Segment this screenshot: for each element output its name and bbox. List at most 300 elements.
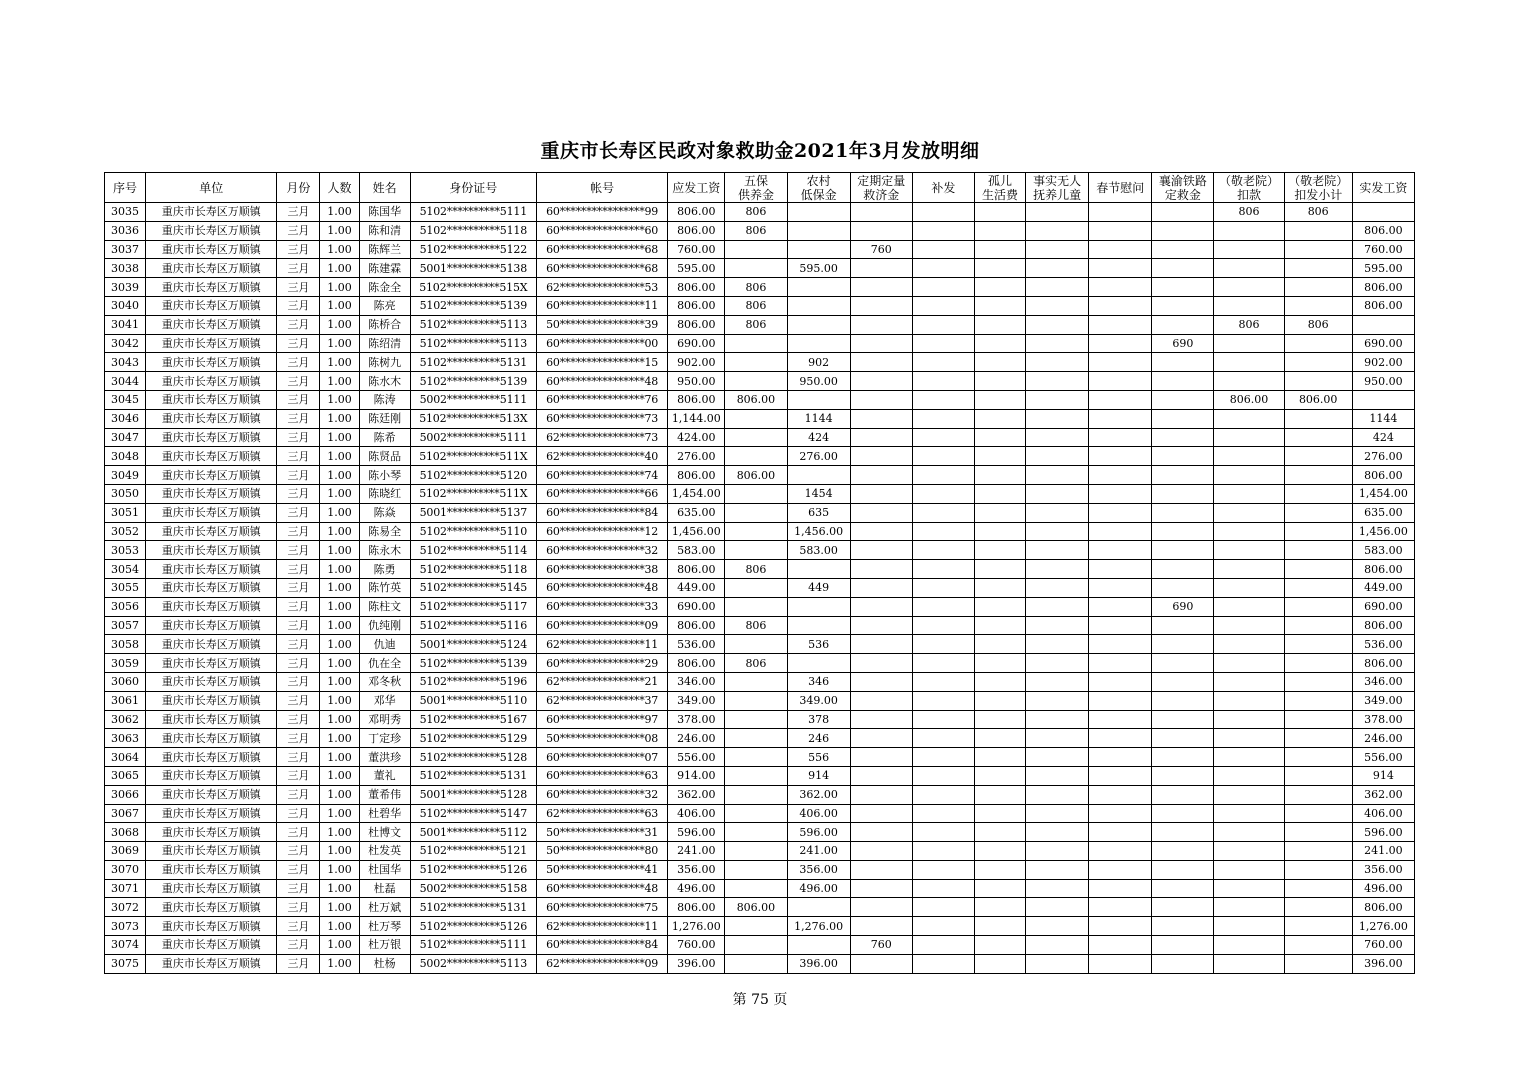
cell-actual-pay: 806.00 <box>1352 466 1414 485</box>
cell-dingqi <box>850 672 912 691</box>
cell-id-number: 5102**********5113 <box>410 334 536 353</box>
cell-chunjie <box>1089 522 1152 541</box>
cell-actual-pay: 356.00 <box>1352 860 1414 879</box>
cell-count: 1.00 <box>320 766 359 785</box>
cell-name: 陈贤品 <box>359 447 410 466</box>
cell-jlyxj <box>1284 466 1352 485</box>
cell-actual-pay: 424 <box>1352 428 1414 447</box>
cell-id-number: 5001**********5128 <box>410 785 536 804</box>
cell-id-number: 5102**********5131 <box>410 353 536 372</box>
cell-account: 60****************29 <box>536 654 667 673</box>
cell-name: 杜杨 <box>359 954 410 973</box>
cell-month: 三月 <box>277 842 320 861</box>
cell-account: 62****************11 <box>536 917 667 936</box>
cell-jlyxj <box>1284 936 1352 955</box>
cell-xiangyu <box>1152 484 1214 503</box>
cell-count: 1.00 <box>320 259 359 278</box>
cell-jlyxj <box>1284 597 1352 616</box>
cell-month: 三月 <box>277 654 320 673</box>
cell-guer <box>974 353 1025 372</box>
cell-dibao <box>787 936 850 955</box>
cell-dibao <box>787 278 850 297</box>
cell-wubao <box>725 597 787 616</box>
cell-jlykk <box>1214 860 1284 879</box>
cell-chunjie <box>1089 578 1152 597</box>
cell-id-number: 5102**********5131 <box>410 766 536 785</box>
cell-actual-pay: 902.00 <box>1352 353 1414 372</box>
cell-jlykk <box>1214 353 1284 372</box>
cell-actual-pay: 806.00 <box>1352 296 1414 315</box>
cell-name: 邓明秀 <box>359 710 410 729</box>
cell-dingqi <box>850 296 912 315</box>
cell-serial: 3052 <box>105 522 146 541</box>
page-number: 第 75 页 <box>732 992 788 1008</box>
cell-jlyxj <box>1284 823 1352 842</box>
column-header: 春节慰问 <box>1089 173 1152 203</box>
cell-shishi <box>1026 635 1089 654</box>
cell-jlykk: 806 <box>1214 315 1284 334</box>
cell-month: 三月 <box>277 541 320 560</box>
cell-wubao <box>725 917 787 936</box>
cell-payable: 902.00 <box>668 353 725 372</box>
cell-payable: 760.00 <box>668 936 725 955</box>
cell-dingqi <box>850 278 912 297</box>
cell-dingqi <box>850 522 912 541</box>
cell-id-number: 5102**********5118 <box>410 560 536 579</box>
cell-xiangyu <box>1152 936 1214 955</box>
cell-dingqi <box>850 578 912 597</box>
cell-xiangyu <box>1152 409 1214 428</box>
cell-shishi <box>1026 334 1089 353</box>
table-row <box>105 654 1415 673</box>
cell-shishi <box>1026 729 1089 748</box>
cell-dingqi <box>850 691 912 710</box>
cell-id-number: 5102**********5111 <box>410 203 536 222</box>
cell-jlykk <box>1214 804 1284 823</box>
column-header: 农村 低保金 <box>787 173 850 203</box>
cell-bufa <box>912 578 974 597</box>
cell-payable: 449.00 <box>668 578 725 597</box>
cell-guer <box>974 203 1025 222</box>
cell-unit: 重庆市长寿区万顺镇 <box>146 954 277 973</box>
cell-dibao: 276.00 <box>787 447 850 466</box>
cell-shishi <box>1026 409 1089 428</box>
cell-unit: 重庆市长寿区万顺镇 <box>146 334 277 353</box>
cell-guer <box>974 315 1025 334</box>
cell-wubao: 806.00 <box>725 466 787 485</box>
cell-count: 1.00 <box>320 390 359 409</box>
cell-jlyxj <box>1284 691 1352 710</box>
cell-xiangyu <box>1152 879 1214 898</box>
cell-chunjie <box>1089 898 1152 917</box>
cell-bufa <box>912 447 974 466</box>
cell-dibao: 362.00 <box>787 785 850 804</box>
cell-shishi <box>1026 691 1089 710</box>
cell-xiangyu <box>1152 503 1214 522</box>
cell-chunjie <box>1089 917 1152 936</box>
cell-wubao: 806 <box>725 296 787 315</box>
cell-wubao <box>725 785 787 804</box>
cell-xiangyu <box>1152 635 1214 654</box>
cell-month: 三月 <box>277 447 320 466</box>
table-row <box>105 409 1415 428</box>
cell-wubao <box>725 954 787 973</box>
table-row <box>105 710 1415 729</box>
cell-xiangyu <box>1152 296 1214 315</box>
cell-unit: 重庆市长寿区万顺镇 <box>146 240 277 259</box>
cell-month: 三月 <box>277 597 320 616</box>
cell-guer <box>974 842 1025 861</box>
cell-id-number: 5102**********5121 <box>410 842 536 861</box>
cell-chunjie <box>1089 748 1152 767</box>
cell-bufa <box>912 541 974 560</box>
cell-jlyxj <box>1284 484 1352 503</box>
cell-guer <box>974 823 1025 842</box>
cell-dingqi <box>850 823 912 842</box>
cell-bufa <box>912 484 974 503</box>
cell-dingqi: 760 <box>850 240 912 259</box>
cell-guer <box>974 447 1025 466</box>
cell-bufa <box>912 691 974 710</box>
cell-chunjie <box>1089 353 1152 372</box>
cell-dibao: 241.00 <box>787 842 850 861</box>
cell-account: 60****************48 <box>536 578 667 597</box>
cell-name: 陈焱 <box>359 503 410 522</box>
cell-shishi <box>1026 597 1089 616</box>
cell-name: 丁定珍 <box>359 729 410 748</box>
cell-wubao: 806 <box>725 278 787 297</box>
cell-month: 三月 <box>277 748 320 767</box>
cell-dibao <box>787 560 850 579</box>
cell-chunjie <box>1089 804 1152 823</box>
cell-actual-pay <box>1352 390 1414 409</box>
cell-jlyxj <box>1284 259 1352 278</box>
cell-payable: 362.00 <box>668 785 725 804</box>
cell-payable: 1,456.00 <box>668 522 725 541</box>
cell-jlyxj <box>1284 240 1352 259</box>
cell-dibao: 406.00 <box>787 804 850 823</box>
cell-account: 60****************48 <box>536 372 667 391</box>
cell-payable: 806.00 <box>668 390 725 409</box>
cell-month: 三月 <box>277 917 320 936</box>
cell-chunjie <box>1089 616 1152 635</box>
cell-payable: 690.00 <box>668 597 725 616</box>
cell-unit: 重庆市长寿区万顺镇 <box>146 804 277 823</box>
cell-count: 1.00 <box>320 372 359 391</box>
cell-count: 1.00 <box>320 654 359 673</box>
cell-id-number: 5102**********511X <box>410 447 536 466</box>
cell-payable: 346.00 <box>668 672 725 691</box>
cell-account: 60****************84 <box>536 936 667 955</box>
cell-payable: 378.00 <box>668 710 725 729</box>
cell-bufa <box>912 860 974 879</box>
cell-dibao: 635 <box>787 503 850 522</box>
cell-jlykk: 806 <box>1214 203 1284 222</box>
cell-jlyxj <box>1284 842 1352 861</box>
cell-name: 杜国华 <box>359 860 410 879</box>
cell-dibao: 583.00 <box>787 541 850 560</box>
cell-dibao <box>787 296 850 315</box>
cell-guer <box>974 729 1025 748</box>
cell-month: 三月 <box>277 823 320 842</box>
table-row <box>105 315 1415 334</box>
cell-jlyxj <box>1284 710 1352 729</box>
cell-count: 1.00 <box>320 428 359 447</box>
cell-account: 62****************73 <box>536 428 667 447</box>
table-row <box>105 597 1415 616</box>
cell-name: 陈金全 <box>359 278 410 297</box>
cell-month: 三月 <box>277 578 320 597</box>
cell-guer <box>974 748 1025 767</box>
cell-account: 60****************66 <box>536 484 667 503</box>
cell-count: 1.00 <box>320 710 359 729</box>
cell-name: 陈亮 <box>359 296 410 315</box>
cell-wubao: 806 <box>725 221 787 240</box>
cell-dingqi <box>850 428 912 447</box>
cell-actual-pay <box>1352 203 1414 222</box>
cell-shishi <box>1026 541 1089 560</box>
cell-bufa <box>912 428 974 447</box>
cell-jlykk <box>1214 503 1284 522</box>
cell-month: 三月 <box>277 522 320 541</box>
cell-actual-pay: 349.00 <box>1352 691 1414 710</box>
cell-account: 60****************48 <box>536 879 667 898</box>
cell-dingqi <box>850 860 912 879</box>
cell-dibao: 346 <box>787 672 850 691</box>
cell-chunjie <box>1089 860 1152 879</box>
cell-unit: 重庆市长寿区万顺镇 <box>146 729 277 748</box>
cell-payable: 806.00 <box>668 654 725 673</box>
cell-dibao <box>787 654 850 673</box>
cell-unit: 重庆市长寿区万顺镇 <box>146 221 277 240</box>
cell-actual-pay: 806.00 <box>1352 654 1414 673</box>
cell-dingqi <box>850 954 912 973</box>
cell-jlyxj <box>1284 748 1352 767</box>
cell-payable: 806.00 <box>668 616 725 635</box>
cell-bufa <box>912 879 974 898</box>
cell-unit: 重庆市长寿区万顺镇 <box>146 372 277 391</box>
cell-id-number: 5102**********5139 <box>410 654 536 673</box>
cell-unit: 重庆市长寿区万顺镇 <box>146 315 277 334</box>
cell-account: 62****************63 <box>536 804 667 823</box>
cell-guer <box>974 240 1025 259</box>
cell-bufa <box>912 766 974 785</box>
cell-wubao <box>725 428 787 447</box>
cell-jlyxj <box>1284 278 1352 297</box>
cell-name: 陈希 <box>359 428 410 447</box>
cell-dibao: 914 <box>787 766 850 785</box>
cell-unit: 重庆市长寿区万顺镇 <box>146 860 277 879</box>
cell-unit: 重庆市长寿区万顺镇 <box>146 654 277 673</box>
cell-account: 60****************68 <box>536 259 667 278</box>
cell-id-number: 5102**********5126 <box>410 860 536 879</box>
cell-xiangyu: 690 <box>1152 597 1214 616</box>
cell-guer <box>974 616 1025 635</box>
cell-bufa <box>912 635 974 654</box>
cell-wubao <box>725 860 787 879</box>
cell-chunjie <box>1089 842 1152 861</box>
cell-jlykk <box>1214 954 1284 973</box>
cell-actual-pay <box>1352 315 1414 334</box>
cell-bufa <box>912 936 974 955</box>
cell-guer <box>974 860 1025 879</box>
cell-payable: 914.00 <box>668 766 725 785</box>
cell-jlykk <box>1214 278 1284 297</box>
cell-guer <box>974 560 1025 579</box>
cell-count: 1.00 <box>320 353 359 372</box>
cell-payable: 1,276.00 <box>668 917 725 936</box>
cell-chunjie <box>1089 334 1152 353</box>
cell-chunjie <box>1089 259 1152 278</box>
cell-payable: 635.00 <box>668 503 725 522</box>
cell-count: 1.00 <box>320 597 359 616</box>
cell-name: 陈永木 <box>359 541 410 560</box>
column-header: 孤儿 生活费 <box>974 173 1025 203</box>
cell-actual-pay: 806.00 <box>1352 560 1414 579</box>
cell-unit: 重庆市长寿区万顺镇 <box>146 823 277 842</box>
column-header: 应发工资 <box>668 173 725 203</box>
document-title: 重庆市长寿区民政对象救助金2021年3月发放明细 <box>540 140 980 162</box>
table-row <box>105 466 1415 485</box>
cell-shishi <box>1026 503 1089 522</box>
cell-id-number: 5002**********5113 <box>410 954 536 973</box>
cell-xiangyu <box>1152 748 1214 767</box>
cell-payable: 690.00 <box>668 334 725 353</box>
cell-count: 1.00 <box>320 203 359 222</box>
cell-wubao <box>725 879 787 898</box>
cell-jlykk <box>1214 691 1284 710</box>
cell-chunjie <box>1089 597 1152 616</box>
cell-jlyxj <box>1284 447 1352 466</box>
cell-id-number: 5102**********515X <box>410 278 536 297</box>
cell-month: 三月 <box>277 259 320 278</box>
cell-serial: 3064 <box>105 748 146 767</box>
cell-unit: 重庆市长寿区万顺镇 <box>146 917 277 936</box>
cell-jlykk <box>1214 409 1284 428</box>
table-row <box>105 240 1415 259</box>
table-row <box>105 823 1415 842</box>
cell-dingqi <box>850 729 912 748</box>
cell-chunjie <box>1089 203 1152 222</box>
cell-xiangyu <box>1152 259 1214 278</box>
table-row <box>105 691 1415 710</box>
cell-account: 60****************33 <box>536 597 667 616</box>
cell-jlykk <box>1214 654 1284 673</box>
column-header: 单位 <box>146 173 277 203</box>
cell-guer <box>974 372 1025 391</box>
table-row <box>105 221 1415 240</box>
cell-dibao <box>787 240 850 259</box>
cell-id-number: 5102**********5120 <box>410 466 536 485</box>
cell-count: 1.00 <box>320 541 359 560</box>
cell-payable: 583.00 <box>668 541 725 560</box>
cell-dibao: 349.00 <box>787 691 850 710</box>
cell-id-number: 5002**********5111 <box>410 428 536 447</box>
cell-wubao <box>725 672 787 691</box>
cell-wubao <box>725 541 787 560</box>
cell-dibao: 424 <box>787 428 850 447</box>
cell-id-number: 5102**********5139 <box>410 372 536 391</box>
cell-guer <box>974 409 1025 428</box>
cell-chunjie <box>1089 240 1152 259</box>
cell-month: 三月 <box>277 428 320 447</box>
cell-count: 1.00 <box>320 672 359 691</box>
cell-id-number: 5102**********5147 <box>410 804 536 823</box>
cell-name: 陈桥合 <box>359 315 410 334</box>
cell-account: 60****************60 <box>536 221 667 240</box>
cell-account: 60****************68 <box>536 240 667 259</box>
cell-xiangyu <box>1152 428 1214 447</box>
cell-id-number: 5102**********5131 <box>410 898 536 917</box>
cell-wubao <box>725 936 787 955</box>
cell-count: 1.00 <box>320 296 359 315</box>
cell-dibao: 950.00 <box>787 372 850 391</box>
cell-guer <box>974 503 1025 522</box>
cell-wubao <box>725 748 787 767</box>
cell-account: 62****************40 <box>536 447 667 466</box>
cell-guer <box>974 334 1025 353</box>
cell-jlykk <box>1214 240 1284 259</box>
cell-jlykk <box>1214 748 1284 767</box>
cell-dingqi <box>850 259 912 278</box>
column-header: （敬老院） 扣发小计 <box>1284 173 1352 203</box>
cell-payable: 356.00 <box>668 860 725 879</box>
cell-account: 60****************32 <box>536 785 667 804</box>
table-row <box>105 635 1415 654</box>
cell-jlyxj: 806 <box>1284 315 1352 334</box>
cell-guer <box>974 691 1025 710</box>
cell-unit: 重庆市长寿区万顺镇 <box>146 503 277 522</box>
cell-chunjie <box>1089 296 1152 315</box>
cell-wubao <box>725 691 787 710</box>
cell-actual-pay: 760.00 <box>1352 936 1414 955</box>
cell-bufa <box>912 823 974 842</box>
cell-jlyxj <box>1284 541 1352 560</box>
cell-chunjie <box>1089 447 1152 466</box>
cell-shishi <box>1026 785 1089 804</box>
cell-actual-pay: 760.00 <box>1352 240 1414 259</box>
cell-wubao <box>725 353 787 372</box>
table-row <box>105 842 1415 861</box>
cell-shishi <box>1026 954 1089 973</box>
cell-name: 杜万斌 <box>359 898 410 917</box>
cell-month: 三月 <box>277 240 320 259</box>
cell-month: 三月 <box>277 710 320 729</box>
cell-month: 三月 <box>277 691 320 710</box>
cell-guer <box>974 390 1025 409</box>
cell-bufa <box>912 390 974 409</box>
cell-dingqi <box>850 484 912 503</box>
cell-chunjie <box>1089 691 1152 710</box>
cell-account: 60****************84 <box>536 503 667 522</box>
cell-serial: 3065 <box>105 766 146 785</box>
cell-serial: 3069 <box>105 842 146 861</box>
cell-payable: 556.00 <box>668 748 725 767</box>
cell-month: 三月 <box>277 879 320 898</box>
cell-name: 陈易全 <box>359 522 410 541</box>
cell-guer <box>974 879 1025 898</box>
cell-unit: 重庆市长寿区万顺镇 <box>146 936 277 955</box>
cell-dingqi <box>850 372 912 391</box>
cell-count: 1.00 <box>320 785 359 804</box>
cell-guer <box>974 672 1025 691</box>
cell-account: 60****************00 <box>536 334 667 353</box>
column-header: 实发工资 <box>1352 173 1414 203</box>
cell-actual-pay: 556.00 <box>1352 748 1414 767</box>
cell-dingqi <box>850 334 912 353</box>
header-row <box>105 173 1415 203</box>
cell-wubao <box>725 804 787 823</box>
